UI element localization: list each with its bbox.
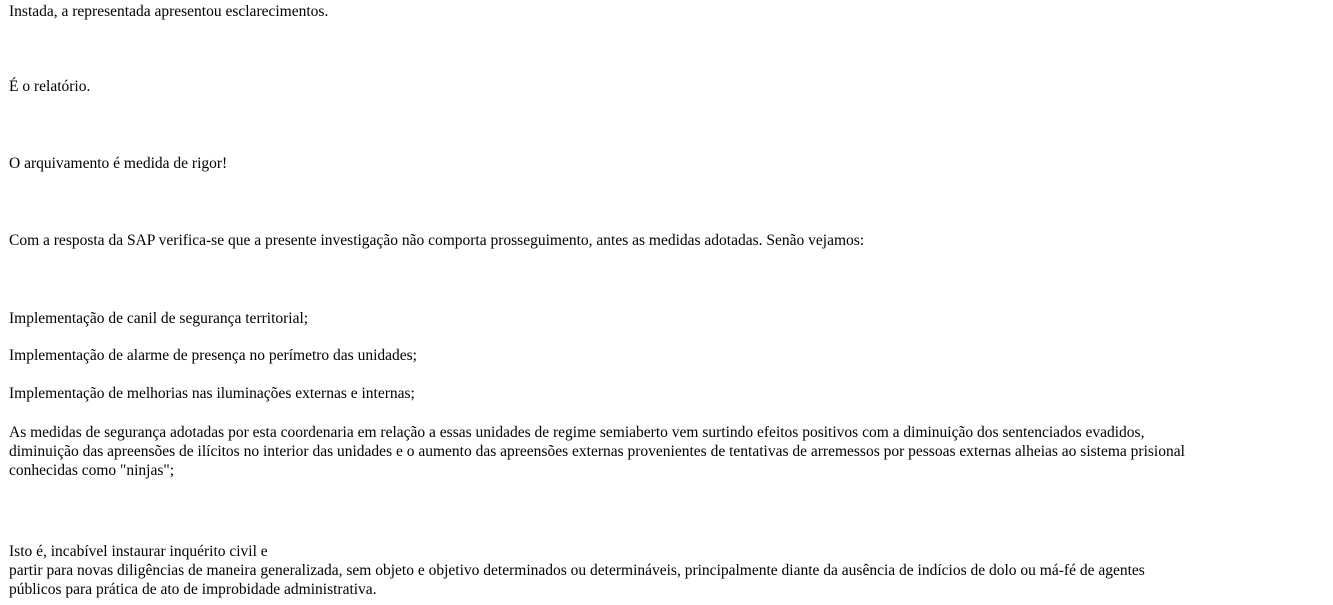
measure-item-lighting: Implementação de melhorias nas iluminações externas e internas;	[9, 385, 415, 402]
paragraph-report: É o relatório.	[9, 78, 91, 95]
paragraph-clarifications: Instada, a representada apresentou esclarecimentos.	[9, 3, 329, 20]
measure-item-alarm: Implementação de alarme de presença no perímetro das unidades;	[9, 347, 417, 364]
paragraph-sap-response: Com a resposta da SAP verifica-se que a presente investigação não comporta prosseguimento, antes as medidas adotadas. Senão vejamos:	[9, 232, 865, 249]
paragraph-conclusion	[9, 542, 1331, 599]
paragraph-security-measures	[9, 423, 1331, 480]
measure-item-kennel: Implementação de canil de segurança territorial;	[9, 310, 309, 327]
conclusion-line-1: Isto é, incabível instaurar inquérito civil e	[9, 543, 268, 560]
conclusion-line-3: públicos para prática de ato de improbidade administrativa.	[9, 581, 377, 598]
measures-line-2: diminuição das apreensões de ilícitos no interior das unidades e o aumento das apreensões externas provenientes de tentativas de arremessos por pessoas externas alheias ao sistema prisional	[9, 443, 1185, 460]
measures-line-1: As medidas de segurança adotadas por esta coordenaria em relação a essas unidades de regime semiaberto vem surtindo efeitos positivos com a diminuição dos sentenciados evadidos,	[9, 424, 1145, 441]
paragraph-archiving: O arquivamento é medida de rigor!	[9, 155, 228, 172]
measures-line-3: conhecidas como "ninjas";	[9, 462, 175, 479]
conclusion-line-2: partir para novas diligências de maneira generalizada, sem objeto e objetivo determinados ou determináveis, principalmente diante da ausência de indícios de dolo ou má-fé de agentes	[9, 562, 1145, 579]
